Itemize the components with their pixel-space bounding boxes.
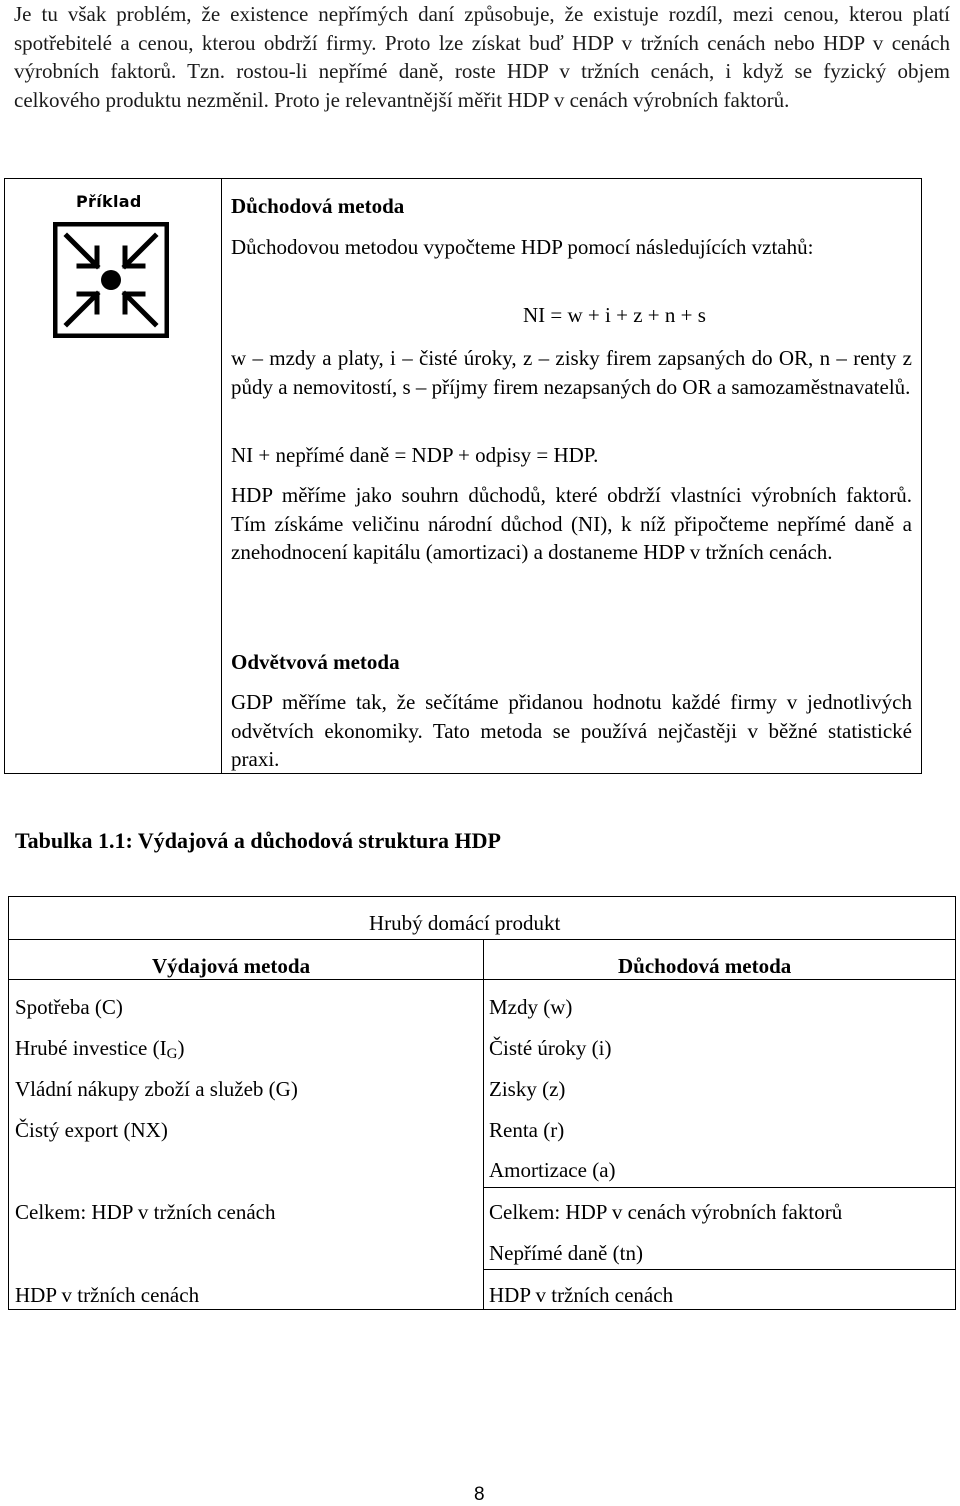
- table-cell: Vládní nákupy zboží a služeb (G): [15, 1077, 298, 1101]
- table-divider: [483, 979, 955, 980]
- table-cell: Amortizace (a): [489, 1158, 616, 1182]
- income-header: Důchodová metoda: [618, 954, 792, 978]
- table-divider: [9, 979, 483, 980]
- table-cell: Renta (r): [489, 1118, 565, 1142]
- table-divider: [483, 1269, 955, 1270]
- table-cell: Nepřímé daně (tn): [489, 1241, 643, 1265]
- income-method-heading: Důchodová metoda: [231, 194, 405, 218]
- sector-method-text: GDP měříme tak, že sečítáme přidanou hodnotu každé firmy v jednotlivých odvětvích ekonomiky. Tato metoda se používá nejčastěji v běžné statistické praxi.: [231, 690, 912, 771]
- table-cell: Hrubé investice $(I_G)$: [15, 1036, 185, 1062]
- table-caption: Tabulka 1.1: Výdajová a důchodová struktura HDP: [15, 828, 501, 853]
- income-legend: w – mzdy a platy, i – čisté úroky, z – zisky firem zapsaných do OR, n – renty z půdy a nemovitostí, s – příjmy firem nezapsaných do OR a samozaměstnavatelů.: [231, 346, 912, 399]
- sector-method-heading: Odvětvová metoda: [231, 650, 400, 674]
- table-cell: Čisté úroky (i): [489, 1036, 612, 1060]
- table-cell: HDP v tržních cenách: [489, 1283, 674, 1307]
- table-title: Hrubý domácí produkt: [369, 911, 561, 935]
- expenditure-header: Výdajová metoda: [152, 954, 311, 978]
- table-divider: [483, 1187, 955, 1188]
- table-cell: Spotřeba (C): [15, 995, 123, 1019]
- arrows-converging-to-point-icon: [53, 222, 169, 338]
- table-cell: Celkem: HDP v tržních cenách: [15, 1200, 276, 1224]
- table-cell: Čistý export (NX): [15, 1118, 168, 1142]
- example-divider: [221, 179, 222, 773]
- income-equation: NI + nepřímé daně = NDP + odpisy = HDP.: [231, 443, 599, 467]
- example-label: Příklad: [76, 192, 142, 211]
- income-method-intro: Důchodovou metodou vypočteme HDP pomocí následujících vztahů:: [231, 235, 814, 259]
- table-divider: [9, 939, 955, 940]
- income-explanation: HDP měříme jako souhrn důchodů, které obdrží vlastníci výrobních faktorů. Tím získáme veličinu národní důchod (NI), k níž připočteme nepřímé daně a znehodnocení kapitálu (amortizaci) a dostaneme HDP v tržních cenách.: [231, 483, 912, 564]
- table-cell: HDP v tržních cenách: [15, 1283, 200, 1307]
- intro-paragraph: Je tu však problém, že existence nepřímých daní způsobuje, že existuje rozdíl, mezi cenou, kterou platí spotřebitelé a cenou, kterou obdrží firmy. Proto lze získat buď HDP v tržních cenách nebo HDP v cenách výrobních faktorů. Tzn. rostou-li nepřímé daně, roste HDP v tržních cenách, i když se fyzický objem celkového produktu nezměnil. Proto je relevantnější měřit HDP v cenách výrobních faktorů.: [14, 2, 950, 112]
- table-column-divider: [483, 939, 484, 1309]
- table-cell: Celkem: HDP v cenách výrobních faktorů: [489, 1200, 843, 1224]
- income-formula: NI = w + i + z + n + s: [523, 303, 706, 327]
- table-cell: Mzdy (w): [489, 995, 573, 1019]
- gdp-structure-table: [8, 896, 956, 1310]
- table-cell: Zisky (z): [489, 1077, 566, 1101]
- page-number: 8: [474, 1484, 485, 1505]
